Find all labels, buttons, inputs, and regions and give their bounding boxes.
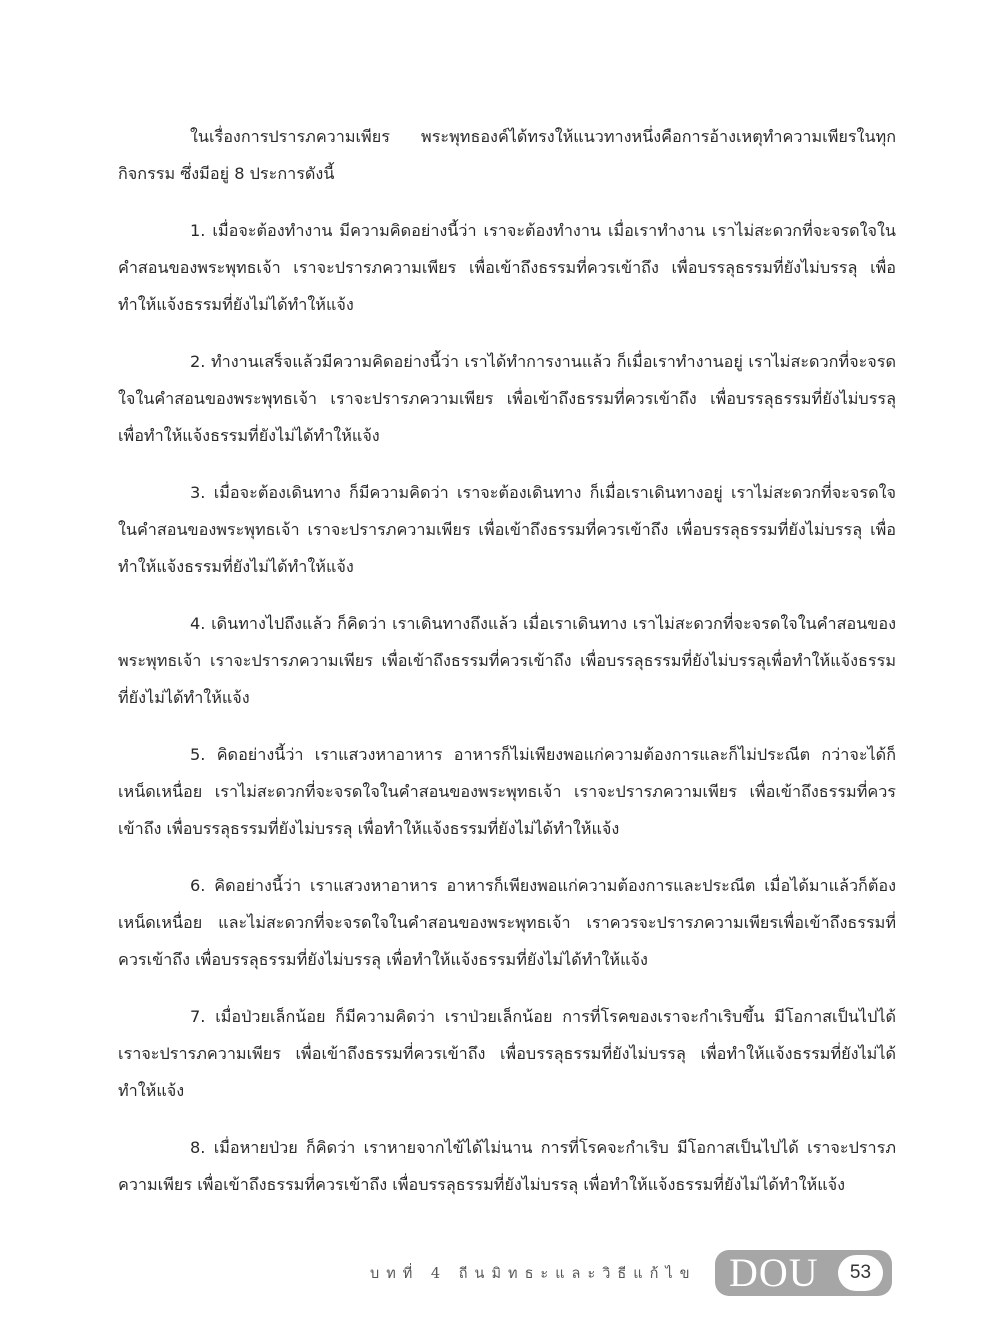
chapter-title: บทที่ 4 ถีนมิทธะและวิธีแก้ไข <box>370 1266 697 1282</box>
item-paragraph-5: 5. คิดอย่างนี้ว่า เราแสวงหาอาหาร อาหารก็ไม่เพียงพอแก่ความต้องการและก็ไม่ประณีต กว่าจะได้ก็เหน็ดเหนื่อย เราไม่สะดวกที่จะจรดใจในคำสอนของพระพุทธเจ้า เราจะปรารภความเพียร เพื่อเข้าถึงธรรมที่ควรเข้าถึง เพื่อบรรลุธรรมที่ยังไม่บรรลุ เพื่อทำให้แจ้งธรรมที่ยังไม่ได้ทำให้แจ้ง <box>118 745 896 838</box>
item-paragraph-8: 8. เมื่อหายป่วย ก็คิดว่า เราหายจากไข้ได้ไม่นาน การที่โรคจะกำเริบ มีโอกาสเป็นไปได้ เราจะปรารภความเพียร เพื่อเข้าถึงธรรมที่ควรเข้าถึง เพื่อบรรลุธรรมที่ยังไม่บรรลุ เพื่อทำให้แจ้งธรรมที่ยังไม่ได้ทำให้แจ้ง <box>118 1138 896 1194</box>
item-paragraph-4: 4. เดินทางไปถึงแล้ว ก็คิดว่า เราเดินทางถึงแล้ว เมื่อเราเดินทาง เราไม่สะดวกที่จะจรดใจในคำสอนของพระพุทธเจ้า เราจะปรารภความเพียร เพื่อเข้าถึงธรรมที่ควรเข้าถึง เพื่อบรรลุธรรมที่ยังไม่บรรลุเพื่อทำให้แจ้งธรรมที่ยังไม่ได้ทำให้แจ้ง <box>118 614 896 707</box>
item-paragraph-1: 1. เมื่อจะต้องทำงาน มีความคิดอย่างนี้ว่า เราจะต้องทำงาน เมื่อเราทำงาน เราไม่สะดวกที่จะจรดใจในคำสอนของพระพุทธเจ้า เราจะปรารภความเพียร เพื่อเข้าถึงธรรมที่ควรเข้าถึง เพื่อบรรลุธรรมที่ยังไม่บรรลุ เพื่อทำให้แจ้งธรรมที่ยังไม่ได้ทำให้แจ้ง <box>118 221 896 314</box>
dou-logo-text: DOU <box>729 1250 819 1295</box>
page-footer <box>0 1248 1000 1302</box>
dou-badge <box>715 1250 892 1296</box>
item-paragraph-2: 2. ทำงานเสร็จแล้วมีความคิดอย่างนี้ว่า เราได้ทำการงานแล้ว ก็เมื่อเราทำงานอยู่ เราไม่สะดวกที่จะจรดใจในคำสอนของพระพุทธเจ้า เราจะปรารภความเพียร เพื่อเข้าถึงธรรมที่ควรเข้าถึง เพื่อบรรลุธรรมที่ยังไม่บรรลุ เพื่อทำให้แจ้งธรรมที่ยังไม่ได้ทำให้แจ้ง <box>118 352 896 445</box>
page-body <box>118 118 896 1223</box>
page-number: 53 <box>838 1255 883 1291</box>
intro-paragraph: ในเรื่องการปรารภความเพียร พระพุทธองค์ได้ทรงให้แนวทางหนึ่งคือการอ้างเหตุทำความเพียรในทุกกิจกรรม ซึ่งมีอยู่ 8 ประการดังนี้ <box>118 127 896 183</box>
item-paragraph-3: 3. เมื่อจะต้องเดินทาง ก็มีความคิดว่า เราจะต้องเดินทาง ก็เมื่อเราเดินทางอยู่ เราไม่สะดวกที่จะจรดใจในคำสอนของพระพุทธเจ้า เราจะปรารภความเพียร เพื่อเข้าถึงธรรมที่ควรเข้าถึง เพื่อบรรลุธรรมที่ยังไม่บรรลุ เพื่อทำให้แจ้งธรรมที่ยังไม่ได้ทำให้แจ้ง <box>118 483 896 576</box>
item-paragraph-7: 7. เมื่อป่วยเล็กน้อย ก็มีความคิดว่า เราป่วยเล็กน้อย การที่โรคของเราจะกำเริบขึ้น มีโอกาสเป็นไปได้ เราจะปรารภความเพียร เพื่อเข้าถึงธรรมที่ควรเข้าถึง เพื่อบรรลุธรรมที่ยังไม่บรรลุ เพื่อทำให้แจ้งธรรมที่ยังไม่ได้ทำให้แจ้ง <box>118 1007 896 1100</box>
item-paragraph-6: 6. คิดอย่างนี้ว่า เราแสวงหาอาหาร อาหารก็เพียงพอแก่ความต้องการและประณีต เมื่อได้มาแล้วก็ต้องเหน็ดเหนื่อย และไม่สะดวกที่จะจรดใจในคำสอนของพระพุทธเจ้า เราควรจะปรารภความเพียรเพื่อเข้าถึงธรรมที่ควรเข้าถึง เพื่อบรรลุธรรมที่ยังไม่บรรลุ เพื่อทำให้แจ้งธรรมที่ยังไม่ได้ทำให้แจ้ง <box>118 876 896 969</box>
